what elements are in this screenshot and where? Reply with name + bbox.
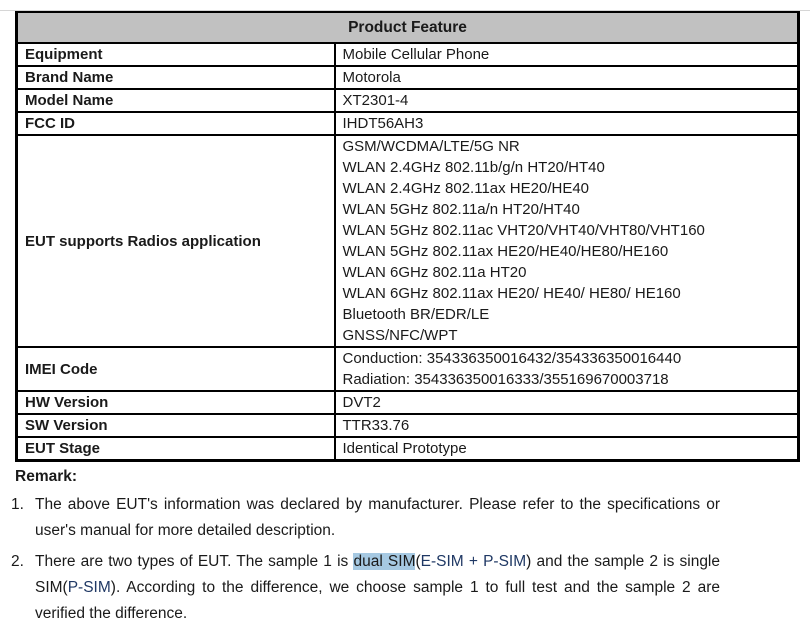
table-row [17,135,799,347]
remark-item-text [35,496,720,539]
text-segment: ) and the sample 2 is single SIM( [35,553,720,596]
table-row [17,66,799,89]
text-segment: ( [415,553,421,570]
value-line: WLAN 2.4GHz 802.11b/g/n HT20/HT40 [342,159,605,176]
row-label: EUT supports Radios application [17,135,335,347]
value-line: WLAN 6GHz 802.11ax HE20/ HE40/ HE80/ HE160 [342,285,681,302]
remark-heading: Remark: [15,468,78,485]
row-value [335,43,799,66]
value-line: XT2301-4 [342,92,409,109]
row-value [335,112,799,135]
value-line: GNSS/NFC/WPT [342,327,458,344]
page-top-edge [0,10,810,11]
table-row [17,43,799,66]
remark-list [11,492,788,627]
value-line: Radiation: 354336350016333/355169670003718 [342,371,669,388]
value-line: Identical Prototype [342,440,467,457]
value-line: Conduction: 354336350016432/354336350016440 [342,350,682,367]
row-label: Brand Name [17,66,335,89]
row-label: Equipment [17,43,335,66]
value-line: GSM/WCDMA/LTE/5G NR [342,138,520,155]
value-line: WLAN 5GHz 802.11ac VHT20/VHT40/VHT80/VHT160 [342,222,705,239]
row-label: EUT Stage [17,437,335,461]
table-row [17,89,799,112]
remark-item-text [35,553,720,622]
table-row [17,414,799,437]
text-segment: The above EUT's information was declared by manufacturer. Please refer to the specifications or user's manual for more detailed description. [35,496,720,539]
colored-text: P-SIM [67,579,111,596]
remark-item-number: 1. [11,496,24,513]
product-feature-table [15,10,800,462]
remark-item [11,549,720,627]
value-line: WLAN 5GHz 802.11ax HE20/HE40/HE80/HE160 [342,243,669,260]
value-line: DVT2 [342,394,381,411]
value-line: TTR33.76 [342,417,410,434]
highlighted-text: dual SIM [353,553,416,570]
value-line: Motorola [342,69,401,86]
value-line: WLAN 5GHz 802.11a/n HT20/HT40 [342,201,580,218]
table-row [17,437,799,461]
row-label: Model Name [17,89,335,112]
row-value [335,347,799,391]
row-value [335,391,799,414]
remark-item [11,492,720,544]
table-row [17,112,799,135]
row-value [335,437,799,461]
document-page [0,10,810,637]
table-row [17,347,799,391]
table-header: Product Feature [17,12,799,44]
row-value [335,414,799,437]
colored-text: E-SIM + P-SIM [420,553,527,570]
row-value [335,66,799,89]
row-label: FCC ID [17,112,335,135]
remark-item-number: 2. [11,553,24,570]
table-row [17,391,799,414]
text-segment: ). According to the difference, we choose sample 1 to full test and the sample 2 are verified the difference. [35,579,720,622]
row-label: IMEI Code [17,347,335,391]
value-line: WLAN 6GHz 802.11a HT20 [342,264,527,281]
value-line: WLAN 2.4GHz 802.11ax HE20/HE40 [342,180,590,197]
remarks-section [11,467,788,627]
row-value [335,89,799,112]
text-segment: There are two types of EUT. The sample 1 is [35,553,354,570]
value-line: IHDT56AH3 [342,115,424,132]
table-header-row [17,12,799,44]
row-label: SW Version [17,414,335,437]
value-line: Mobile Cellular Phone [342,46,490,63]
row-label: HW Version [17,391,335,414]
value-line: Bluetooth BR/EDR/LE [342,306,490,323]
row-value [335,135,799,347]
